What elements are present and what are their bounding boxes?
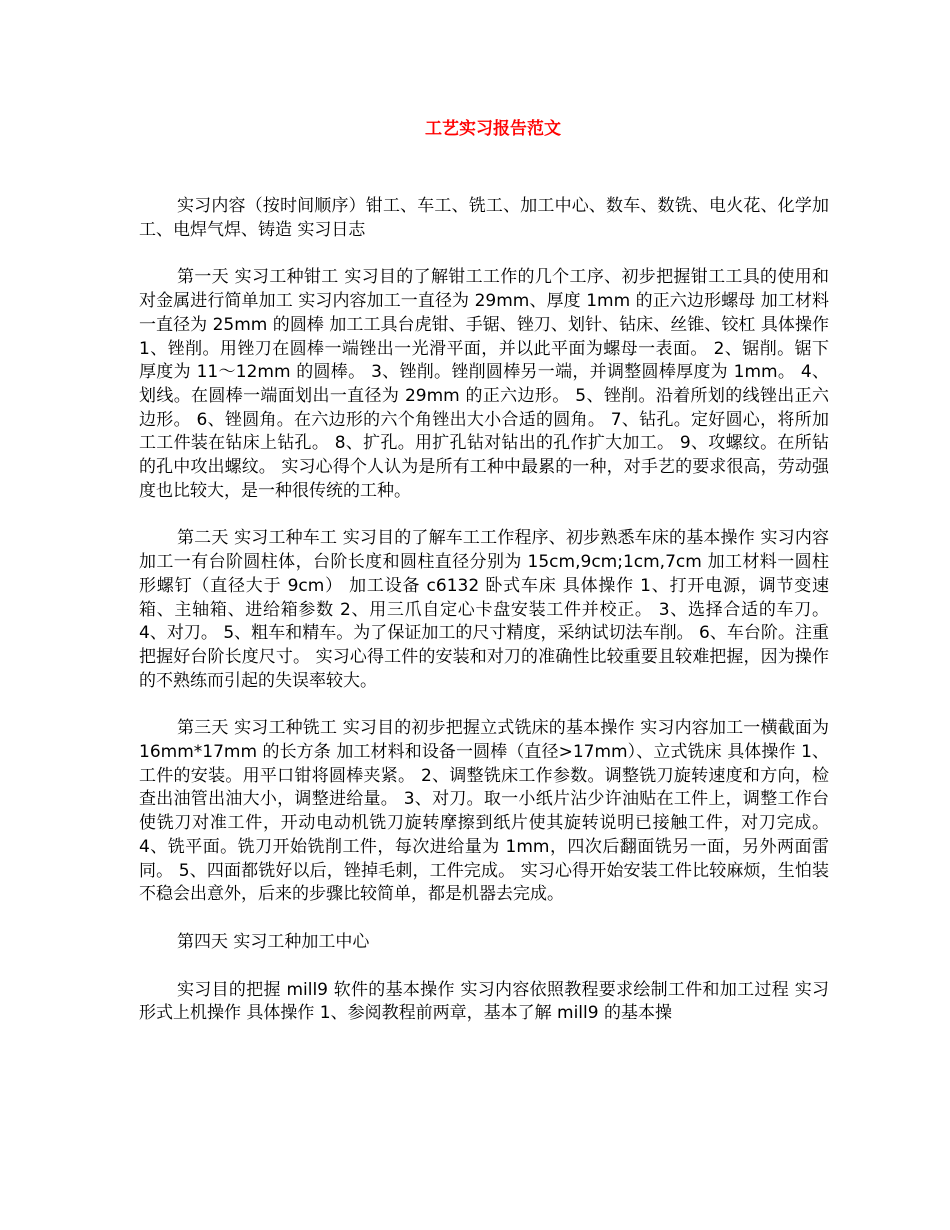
paragraph-day-two: 第二天 实习工种车工 实习目的了解车工工作程序、初步熟悉车床的基本操作 实习内容加工一有台阶圆柱体，台阶长度和圆柱直径分别为 15cm,9cm;1cm,7cm 加工材料一圆柱形螺钉（直径大于 9cm） 加工设备 c6132 卧式车床 具体操作 1、打开电源，调节变速箱、主轴箱、进给箱参数 2、用三爪自定心卡盘安装工件并校正。 3、选择合适的车刀。 4、对刀。 5、粗车和精车。为了保证加工的尺寸精度，采纳试切法车削。 6、车台阶。注重把握好台阶长度尺寸。 实习心得工件的安装和对刀的准确性比较重要且较难把握，因为操作的不熟练而引起的失误率较大。 — [139, 528, 829, 691]
paragraph-day-one: 第一天 实习工种钳工 实习目的了解钳工工作的几个工序、初步把握钳工工具的使用和对金属进行简单加工 实习内容加工一直径为 29mm、厚度 1mm 的正六边形螺母 加工材料一直径为 25mm 的圆棒 加工工具台虎钳、手锯、锉刀、划针、钻床、丝锥、铰杠 具体操作 1、锉削。用锉刀在圆棒一端锉出一光滑平面，并以此平面为螺母一表面。 2、锯削。锯下厚度为 11～12mm 的圆棒。 3、锉削。锉削圆棒另一端，并调整圆棒厚度为 1mm。 4、划线。在圆棒一端面划出一直径为 29mm 的正六边形。 5、锉削。沿着所划的线锉出正六边形。 6、锉圆角。在六边形的六个角锉出大小合适的圆角。 7、钻孔。定好圆心，将所加工工件装在钻床上钻孔。 8、扩孔。用扩孔钻对钻出的孔作扩大加工。 9、攻螺纹。在所钻的孔中攻出螺纹。 实习心得个人认为是所有工种中最累的一种，对手艺的要求很高，劳动强度也比较大，是一种很传统的工种。 — [139, 267, 829, 501]
paragraph-day-four-heading: 第四天 实习工种加工中心 — [177, 931, 370, 952]
document-title: 工艺实习报告范文 — [425, 119, 561, 139]
document-body — [139, 195, 829, 1026]
paragraph-day-four-body: 实习目的把握 mill9 软件的基本操作 实习内容依照教程要求绘制工件和加工过程 实习形式上机操作 具体操作 1、参阅教程前两章，基本了解 mill9 的基本操 — [139, 979, 829, 1024]
paragraph-day-three: 第三天 实习工种铣工 实习目的初步把握立式铣床的基本操作 实习内容加工一横截面为 16mm*17mm 的长方条 加工材料和设备一圆棒（直径>17mm）、立式铣床 具体操作 1、工件的安装。用平口钳将圆棒夹紧。 2、调整铣床工作参数。调整铣刀旋转速度和方向，检查出油管出油大小，调整进给量。 3、对刀。取一小纸片沾少许油贴在工件上，调整工作台使铣刀对准工件，开动电动机铣刀旋转摩擦到纸片使其旋转说明已接触工件，对刀完成。 4、铣平面。铣刀开始铣削工件，每次进给量为 1mm，四次后翻面铣另一面，另外两面雷同。 5、四面都铣好以后，锉掉毛刺，工件完成。 实习心得开始安装工件比较麻烦，生怕装不稳会出意外，后来的步骤比较简单，都是机器去完成。 — [139, 718, 829, 905]
paragraph-overview: 实习内容（按时间顺序）钳工、车工、铣工、加工中心、数车、数铣、电火花、化学加工、电焊气焊、铸造 实习日志 — [139, 196, 829, 240]
